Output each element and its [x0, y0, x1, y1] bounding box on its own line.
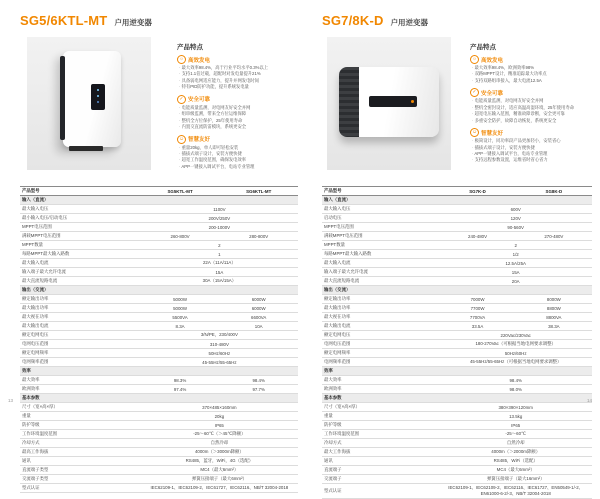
spec-section-row: [322, 196, 592, 205]
spec-header-model-1: SG7K-D: [439, 187, 515, 196]
smile-icon: ☺: [471, 129, 478, 136]
inverter-side-panel: [60, 56, 65, 140]
spec-row-value-model-1: 7700VA: [439, 313, 515, 322]
spec-row-value: 13.5kg: [439, 412, 592, 421]
feature-group-header: [470, 55, 592, 64]
feature-bullet: · 电能质量监测，对电网友好安全并网: [179, 105, 298, 111]
spec-row-value-model-1: 33.5A: [439, 322, 515, 331]
spec-row-value: 15A: [439, 268, 592, 277]
spec-row-value-model-1: 8.3A: [141, 322, 220, 331]
spec-row-label: 冷却方式: [20, 439, 141, 448]
spec-row-value: 15A: [141, 268, 298, 277]
spec-row-value: 98.0%: [439, 385, 592, 394]
spec-row-label: 最大输入电压: [20, 205, 141, 214]
spec-row: [20, 376, 298, 385]
feature-bullet: · 重量20kg，单人即可轻松安装: [179, 145, 298, 151]
spec-row: [20, 313, 298, 322]
spec-section-label: 效率: [20, 367, 298, 376]
spec-row: [20, 349, 298, 358]
spec-row-value-model-1: 5500VA: [141, 313, 220, 322]
spec-row: [20, 322, 298, 331]
spec-header-model-2: SG6KTL-MT: [219, 187, 298, 196]
feature-bullet: · 双路MPPT设计，精准追踪最大功率点: [472, 71, 592, 77]
spec-row-value-model-1: 260-800V: [141, 232, 220, 241]
feature-bullet-list: [177, 105, 298, 131]
feature-group-title: 智慧友好: [188, 137, 211, 143]
spec-row-value-model-1: 240-480V: [439, 232, 515, 241]
spec-row: [322, 403, 592, 412]
spec-row-value: 4000m（＞3000m降额）: [141, 448, 298, 457]
spec-table-body: [322, 196, 592, 499]
spec-section-label: 输入（直流）: [20, 196, 298, 205]
feature-bullet: · 整机全方位保护，25年使用寿命: [179, 118, 298, 124]
spec-row-label: 最高工作海拔: [20, 448, 141, 457]
spec-row-value: MC4（最大6mm²）: [439, 466, 592, 475]
spec-row-label: 工作环境温度范围: [322, 430, 439, 439]
spec-table: [322, 186, 592, 499]
spec-row-value: 50Hz/60Hz: [141, 349, 298, 358]
page-number-left: 13: [8, 398, 14, 403]
spec-row: [322, 214, 592, 223]
feature-bullet: · 电能质量监测，对电网友好安全并网: [472, 98, 592, 104]
spec-row-label: 重量: [322, 412, 439, 421]
spec-row-label: 电网频率范围: [20, 358, 141, 367]
spec-row-label: 启动电压: [322, 214, 439, 223]
spec-row-value-model-2: 8000W: [516, 295, 592, 304]
spec-row: [20, 223, 298, 232]
spec-row-value-model-1: 98.3%: [141, 376, 220, 385]
spec-row-value: 120V: [439, 214, 592, 223]
spec-row: [322, 385, 592, 394]
spec-row-label: 尺寸（宽×高×厚）: [20, 403, 141, 412]
spec-row-label: 交流端子: [322, 475, 439, 484]
spec-row-label: MPPT电压范围: [20, 223, 141, 232]
product-header: [322, 12, 592, 34]
spec-row-label: 额定电网频率: [322, 349, 439, 358]
spec-row-label: 最大视在功率: [20, 313, 141, 322]
spec-row-label: 最大直流短路电流: [20, 277, 141, 286]
spec-row: [20, 484, 298, 493]
spec-row-value: 200V/250V: [141, 214, 298, 223]
spec-row: [322, 268, 592, 277]
spec-row: [20, 358, 298, 367]
spec-row-value: 1/2: [439, 250, 592, 259]
spec-row: [322, 313, 592, 322]
spec-row-value: 自然冷却: [141, 439, 298, 448]
spec-row-value: -25～60℃（＞45℃降额）: [141, 430, 298, 439]
spec-row: [322, 304, 592, 313]
feature-group-header: [470, 128, 592, 137]
spec-header-model-1: SG5KTL-MT: [141, 187, 220, 196]
feature-group-header: [470, 88, 592, 97]
spec-row: [322, 412, 592, 421]
spec-row-value-model-1: 5000W: [141, 295, 220, 304]
spec-row-label: 最大视在功率: [322, 313, 439, 322]
spec-row-value: 弹簧压接端子（最大16mm²）: [439, 475, 592, 484]
feature-group-header: [177, 135, 298, 144]
spec-row-label: MPPT数量: [322, 241, 439, 250]
spec-header-label: 产品型号: [322, 187, 439, 196]
spec-section-row: [322, 286, 592, 295]
inverter-image: [339, 67, 439, 137]
feature-bullet: · 最大效率98.4%，欧洲效率98%: [472, 65, 592, 71]
spec-header-label: 产品型号: [20, 187, 141, 196]
feature-bullet-list: [470, 98, 592, 124]
spec-row-label: 型式认证: [20, 484, 141, 493]
spec-row-label: 输入端子最大允许电流: [20, 268, 141, 277]
feature-bullet: · 整机全密封设计，适应高温高湿环境，25年使用寿命: [472, 105, 592, 111]
spec-row-label: 额定输出功率: [20, 295, 141, 304]
feature-group-header: [177, 95, 298, 104]
inverter-image: [63, 51, 121, 147]
spec-row-value: IEC62109-1、IEC62109-2、IEC61727、IEC62116、NB/T 32004-2018: [141, 484, 298, 493]
spec-row-value: 1: [141, 250, 298, 259]
spec-row: [322, 205, 592, 214]
spec-row-value-model-2: 270-480V: [516, 232, 592, 241]
spec-row-label: 额定输出功率: [322, 295, 439, 304]
spec-row-label: 额定电网频率: [20, 349, 141, 358]
spec-row-value: MC4（最大6mm²）: [141, 466, 298, 475]
spec-row-value-model-1: 97.4%: [141, 385, 220, 394]
feature-bullet: · 支持1.1倍过载，超配时对发电量提升21%: [179, 71, 298, 77]
feature-bullet: · 超宽电压输入范围，精准故障诊断，安全更可靠: [472, 111, 592, 117]
spec-row-label: 通讯: [322, 457, 439, 466]
spec-row: [322, 466, 592, 475]
feature-group-title: 智慧友好: [481, 130, 504, 137]
spec-row: [322, 232, 592, 241]
spec-row: [20, 430, 298, 439]
spec-row: [322, 421, 592, 430]
spec-row-value: 310-480V: [141, 340, 298, 349]
spec-row-value: 3/N/PE，230/400V: [141, 331, 298, 340]
spec-row-value: 20A: [439, 277, 592, 286]
inverter-display: [369, 96, 417, 107]
spec-row: [322, 322, 592, 331]
spec-section-row: [20, 394, 298, 403]
feature-groups: [470, 55, 592, 164]
feature-group: [177, 95, 298, 131]
spec-row-label: 交流端子类型: [20, 475, 141, 484]
spec-row: [322, 358, 592, 367]
feature-bullet: · 支持双路组串接入，最大电流12.5A: [472, 78, 592, 84]
spec-header-model-2: SG8K-D: [516, 187, 592, 196]
spec-section-label: 输出（交流）: [322, 286, 592, 295]
spec-row-label: 输入端子最大允许电流: [322, 268, 439, 277]
spec-row-value-model-1: 7000W: [439, 295, 515, 304]
feature-bullet: · 支持远程参数设置，运维省时省心省力: [472, 157, 592, 163]
spec-row: [20, 259, 298, 268]
spec-row: [322, 430, 592, 439]
spec-row: [322, 340, 592, 349]
spec-row: [20, 241, 298, 250]
page-number-right: 14: [586, 398, 592, 403]
feature-group: [470, 55, 592, 84]
feature-group: [177, 55, 298, 91]
spec-row-value-model-2: 98.4%: [219, 376, 298, 385]
spec-row-value-model-2: 6000W: [219, 295, 298, 304]
feature-bullet: · 特有PID防护功能，提升系统发电量: [179, 84, 298, 90]
spec-row-label: MPPT数量: [20, 241, 141, 250]
spec-row: [322, 448, 592, 457]
spec-row-label: 防护等级: [322, 421, 439, 430]
spec-row-value: 180-270Vac（可根据当地电网要求调整）: [439, 340, 592, 349]
spec-row: [322, 439, 592, 448]
spec-section-row: [20, 367, 298, 376]
spec-row-label: 欧洲效率: [322, 385, 439, 394]
spec-row-value: IEC62109-1、IEC62109-2、IEC62116、IEC61727、EN50549-1/-2、EN61000-6-2/-3、NB/T 32004-2018: [439, 484, 592, 499]
spec-row: [20, 250, 298, 259]
spec-row-label: 直流端子: [322, 466, 439, 475]
spec-row-label: 最小输入电压/启动电压: [20, 214, 141, 223]
spec-row-value: RS485，WiFi（选配）: [439, 457, 592, 466]
spec-row-value-model-2: 10A: [219, 322, 298, 331]
feature-group-header: [177, 55, 298, 64]
product-subtitle: 户用逆变器: [114, 18, 152, 27]
spec-row-label: 电网电压范围: [20, 340, 141, 349]
spec-row-value: 220Vac/230Vac: [439, 331, 592, 340]
spec-row-value: 2: [141, 241, 298, 250]
spec-row: [20, 340, 298, 349]
spec-row: [20, 475, 298, 484]
feature-group-title: 高效发电: [481, 57, 504, 64]
spec-row-label: 最大输出功率: [322, 304, 439, 313]
features-title: 产品特点: [470, 44, 496, 51]
product-photo-panel: [327, 37, 451, 170]
spec-section-label: 输出（交流）: [20, 286, 298, 295]
feature-bullet: · 组串级监测，带来全方位运维保障: [179, 111, 298, 117]
spec-table-body: [20, 196, 298, 493]
spec-row-value-model-2: 8800W: [516, 304, 592, 313]
feature-bullet: · 具备弱电网适应能力，提升并网发电时间: [179, 78, 298, 84]
spec-row-value: 90-560V: [439, 223, 592, 232]
spec-section-row: [20, 286, 298, 295]
product-header: [20, 12, 298, 34]
feature-bullet: · 多重安全防护，故障自动恢复，系统更安全: [472, 118, 592, 124]
spec-row: [20, 385, 298, 394]
spec-row: [322, 241, 592, 250]
spec-section-label: 输入（直流）: [322, 196, 592, 205]
spec-section-row: [20, 196, 298, 205]
spec-row-value: 20kg: [141, 412, 298, 421]
spec-row: [20, 214, 298, 223]
features-panel: [470, 42, 592, 168]
feature-bullet: · 内置交直流防雷模块，系统更安全: [179, 124, 298, 130]
spec-row: [322, 484, 592, 499]
features-title: 产品特点: [177, 44, 203, 51]
feature-bullet-list: [470, 65, 592, 84]
spec-header-row: [322, 187, 592, 196]
feature-bullet-list: [177, 65, 298, 91]
spec-row: [322, 331, 592, 340]
spec-row-value-model-2: 6000W: [219, 304, 298, 313]
spec-row-label: 防护等级: [20, 421, 141, 430]
feature-bullet: · 最大效率98.4%，高于行业平均水平0.3%以上: [179, 65, 298, 71]
spec-row: [20, 403, 298, 412]
feature-bullet-list: [470, 138, 592, 164]
spec-row-value-model-2: 97.7%: [219, 385, 298, 394]
inverter-display: [91, 84, 105, 110]
spec-row-label: 电网电压范围: [322, 340, 439, 349]
spec-row: [20, 331, 298, 340]
feature-bullet: · 插拔式端子设计，安装方便快捷: [179, 151, 298, 157]
spec-row-label: 最大输入电压: [322, 205, 439, 214]
spec-row-value-model-2: 8800VA: [516, 313, 592, 322]
feature-bullet: · APP一键接入调试平台，电站专业管理: [472, 151, 592, 157]
spec-row-value-model-2: 38.3A: [516, 322, 592, 331]
spec-row: [20, 421, 298, 430]
spec-row-value: 45-55Hz/55-65Hz: [141, 358, 298, 367]
features-panel: [177, 42, 298, 174]
feature-group: [470, 128, 592, 164]
product-subtitle: 户用逆变器: [390, 18, 429, 27]
spec-row: [20, 277, 298, 286]
spec-row-label: 重量: [20, 412, 141, 421]
spec-row: [322, 457, 592, 466]
spec-row: [322, 349, 592, 358]
spec-row-value: 30A（15A/15A）: [141, 277, 298, 286]
spec-row-value: RS485，蓝牙，WiFi，4G（选配）: [141, 457, 298, 466]
spec-row: [20, 304, 298, 313]
spec-row: [322, 277, 592, 286]
spec-section-label: 基本参数: [322, 394, 592, 403]
spec-section-label: 基本参数: [20, 394, 298, 403]
spec-row: [20, 466, 298, 475]
spec-row-value: 弹簧压接端子（最大6mm²）: [141, 475, 298, 484]
spec-row: [322, 295, 592, 304]
spec-row-value: 45-55Hz/55-65Hz（可根据当地电网要求调整）: [439, 358, 592, 367]
feature-bullet: · APP一键接入调试平台，电站专业管理: [179, 164, 298, 170]
spec-row-value-model-2: 6600VA: [219, 313, 298, 322]
spec-row-value: 4000m（＞2000m降额）: [439, 448, 592, 457]
spec-row-value: 12.5A/25A: [439, 259, 592, 268]
spec-row-label: 最大直流短路电流: [322, 277, 439, 286]
spec-row-label: 通讯: [20, 457, 141, 466]
sun-icon: ☼: [177, 55, 186, 64]
spec-row-label: 最大工作海拔: [322, 448, 439, 457]
product-title: SG7/8K-D: [322, 13, 384, 28]
sun-icon: ☼: [470, 55, 479, 64]
spec-row: [20, 295, 298, 304]
spec-table: [20, 186, 298, 493]
spec-row-value-model-1: 7700W: [439, 304, 515, 313]
spec-section-row: [322, 394, 592, 403]
feature-groups: [177, 55, 298, 170]
shield-icon: ✓: [470, 88, 479, 97]
spec-row-value: 50Hz/60Hz: [439, 349, 592, 358]
spec-row-label: 尺寸（宽×高×厚）: [322, 403, 439, 412]
spec-row: [20, 439, 298, 448]
spec-row-label: 最大输出功率: [20, 304, 141, 313]
feature-group-title: 安全可靠: [481, 90, 504, 97]
product-photo-panel: [27, 37, 151, 170]
spec-row-label: 直流端子类型: [20, 466, 141, 475]
spec-row-label: 满载MPPT电压范围: [20, 232, 141, 241]
spec-row: [20, 268, 298, 277]
spec-row-label: 额定电网电压: [20, 331, 141, 340]
product-title: SG5/6KTL-MT: [20, 13, 108, 28]
feature-group-title: 高效发电: [188, 57, 211, 64]
spec-row-value-model-2: 280-800V: [219, 232, 298, 241]
smile-icon: ☺: [178, 135, 185, 142]
spec-row-label: 最大效率: [322, 376, 439, 385]
feature-group: [470, 88, 592, 124]
spec-row-label: 最大输出电流: [20, 322, 141, 331]
spec-row-value: 98.4%: [439, 376, 592, 385]
spec-row: [322, 250, 592, 259]
spec-row-value: 370×485×160mm: [141, 403, 298, 412]
feature-bullet: · 超宽工作温度范围，确保发电效率: [179, 157, 298, 163]
feature-group: [177, 135, 298, 171]
spec-row: [322, 475, 592, 484]
spec-row-label: 欧洲效率: [20, 385, 141, 394]
spec-row-value-model-1: 5000W: [141, 304, 220, 313]
spec-row-label: 工作环境温度范围: [20, 430, 141, 439]
spec-row-value: 自然冷却: [439, 439, 592, 448]
feature-group-title: 安全可靠: [188, 97, 211, 104]
spec-row-value: 1100V: [141, 205, 298, 214]
spec-row: [322, 259, 592, 268]
spec-row-label: 冷却方式: [322, 439, 439, 448]
spec-row-value: 200-1000V: [141, 223, 298, 232]
product-section-left: [20, 12, 298, 490]
inverter-side-panel: [339, 67, 359, 137]
spec-row: [20, 412, 298, 421]
spec-row-label: 每路MPPT最大输入路数: [20, 250, 141, 259]
spec-row: [20, 205, 298, 214]
inverter-connector-base: [69, 146, 103, 151]
spec-row-label: 电网频率范围: [322, 358, 439, 367]
spec-row: [322, 223, 592, 232]
spec-row-value: 380×390×120mm: [439, 403, 592, 412]
feature-bullet: · 插拔式端子设计，安装方便快捷: [472, 145, 592, 151]
shield-icon: ✓: [177, 95, 186, 104]
spec-row-label: 最大输出电流: [322, 322, 439, 331]
spec-row: [20, 448, 298, 457]
spec-row-label: 型式认证: [322, 484, 439, 499]
spec-row-label: 最大输入电流: [322, 259, 439, 268]
spec-row-value: 600V: [439, 205, 592, 214]
spec-row-value: IP65: [439, 421, 592, 430]
spec-row-label: 最大输入电流: [20, 259, 141, 268]
feature-bullet: · 极简设计，同功率段产品更加轻小，安装省心: [472, 138, 592, 144]
spec-row: [20, 457, 298, 466]
spec-row-label: 额定电网电压: [322, 331, 439, 340]
spec-header-row: [20, 187, 298, 196]
spec-row-label: MPPT电压范围: [322, 223, 439, 232]
spec-section-label: 效率: [322, 367, 592, 376]
spec-row: [20, 232, 298, 241]
spec-row-value: -25～60℃: [439, 430, 592, 439]
spec-row-label: 每路MPPT最大输入路数: [322, 250, 439, 259]
spec-row-value: 22A（11A/11A）: [141, 259, 298, 268]
spec-row-value: IP65: [141, 421, 298, 430]
spec-row-value: 2: [439, 241, 592, 250]
spec-row-label: 最大效率: [20, 376, 141, 385]
spec-row: [322, 376, 592, 385]
feature-bullet-list: [177, 145, 298, 171]
spec-row-label: 满载MPPT电压范围: [322, 232, 439, 241]
spec-section-row: [322, 367, 592, 376]
